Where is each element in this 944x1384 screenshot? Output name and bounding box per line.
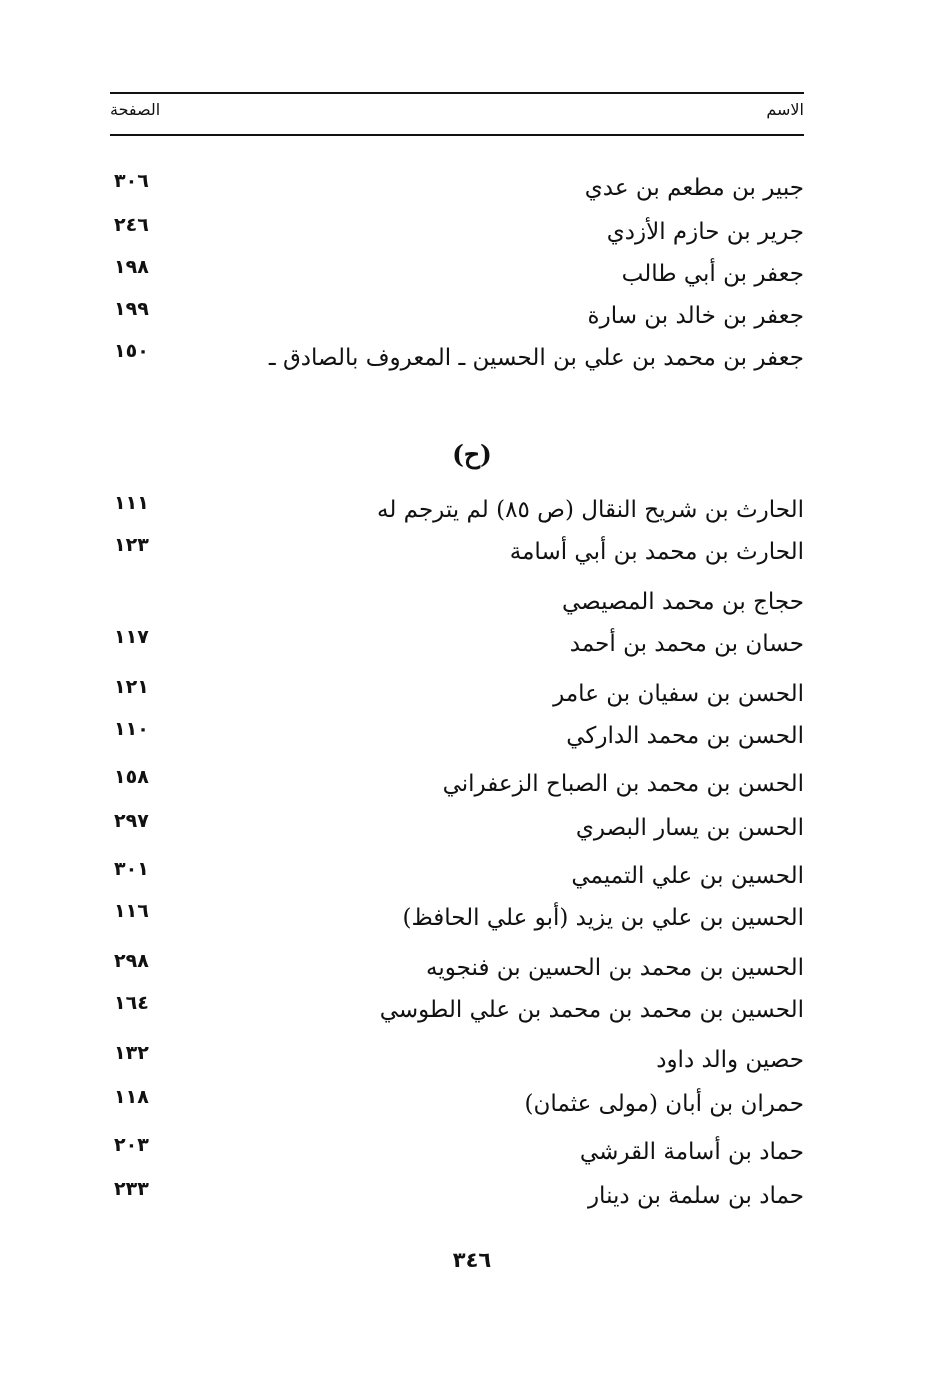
entry-name: الحسين بن علي التميمي (571, 863, 804, 889)
index-entry (110, 674, 804, 714)
entry-page: ١٣٢ (114, 1042, 149, 1064)
entry-name: الحارث بن محمد بن أبي أسامة (509, 539, 804, 565)
entry-page: ١٢٣ (114, 534, 149, 556)
section-letter-heading: (ح) (452, 440, 492, 469)
entry-page: ١٦٤ (114, 992, 149, 1014)
entry-page: ٣٠١ (114, 858, 149, 880)
entry-name: حسان بن محمد بن أحمد (569, 631, 804, 657)
index-entry (110, 532, 804, 572)
entry-name: جبير بن مطعم بن عدي (584, 175, 804, 201)
index-entry (110, 716, 804, 756)
name-column-header: الاسم (766, 100, 804, 119)
entry-name: الحارث بن شريح النقال (ص ٨٥) لم يترجم له (376, 497, 804, 523)
entry-name: الحسن بن سفيان بن عامر (553, 681, 804, 707)
entry-page: ٢٠٣ (114, 1134, 149, 1156)
entry-page: ٣٠٦ (114, 170, 149, 192)
entry-page: ١٩٨ (114, 256, 149, 278)
index-entry (110, 168, 804, 208)
entry-page: ١١٨ (114, 1086, 149, 1108)
index-entry (110, 948, 804, 988)
index-entry (110, 1176, 804, 1216)
entry-page: ١١٠ (114, 718, 149, 740)
entry-page: ٢٣٣ (114, 1178, 149, 1200)
index-entry (110, 582, 804, 622)
header-bottom-rule (110, 134, 804, 136)
entry-name: الحسين بن محمد بن محمد بن علي الطوسي (379, 997, 804, 1023)
entry-name: الحسين بن علي بن يزيد (أبو علي الحافظ) (402, 905, 804, 931)
entry-page: ٢٩٨ (114, 950, 149, 972)
index-entry (110, 898, 804, 938)
index-entry (110, 856, 804, 896)
header-top-rule (110, 92, 804, 94)
entry-name: حصين والد داود (656, 1047, 804, 1073)
entry-name: حمران بن أبان (مولى عثمان) (524, 1091, 804, 1117)
index-entry (110, 254, 804, 294)
entry-name: الحسين بن محمد بن الحسين بن فنجويه (426, 955, 804, 981)
index-entry (110, 296, 804, 336)
entry-page: ١٢١ (114, 676, 149, 698)
entry-name: جعفر بن أبي طالب (621, 261, 804, 287)
entry-page: ١٥٨ (114, 766, 149, 788)
entry-name: حماد بن سلمة بن دينار (587, 1183, 804, 1209)
entry-name: حماد بن أسامة القرشي (579, 1139, 804, 1165)
entry-page: ١٩٩ (114, 298, 149, 320)
entry-name: الحسن بن محمد الداركي (566, 723, 804, 749)
index-entry (110, 212, 804, 252)
entry-page: ١١٧ (114, 626, 149, 648)
index-entry (110, 1040, 804, 1080)
entry-page: ١١١ (114, 492, 149, 514)
index-entry (110, 338, 804, 378)
entry-name: جرير بن حازم الأزدي (606, 219, 804, 245)
entry-page: ٢٤٦ (114, 214, 149, 236)
entry-page: ٢٩٧ (114, 810, 149, 832)
entry-page: ١٥٠ (114, 340, 149, 362)
entry-name: الحسن بن محمد بن الصباح الزعفراني (442, 771, 804, 797)
entry-page: ١١٦ (114, 900, 149, 922)
page-number: ٣٤٦ (452, 1248, 492, 1272)
index-entry (110, 490, 804, 530)
entry-name: الحسن بن يسار البصري (575, 815, 804, 841)
index-entry (110, 1132, 804, 1172)
entry-name: جعفر بن خالد بن سارة (587, 303, 804, 329)
index-entry (110, 808, 804, 848)
entry-name: حجاج بن محمد المصيصي (562, 589, 804, 615)
page-column-header: الصفحة (110, 100, 161, 119)
entry-name: جعفر بن محمد بن علي بن الحسين ـ المعروف بالصادق ـ (268, 345, 804, 371)
index-entry (110, 624, 804, 664)
index-entry (110, 1084, 804, 1124)
index-entry (110, 764, 804, 804)
index-entry (110, 990, 804, 1030)
